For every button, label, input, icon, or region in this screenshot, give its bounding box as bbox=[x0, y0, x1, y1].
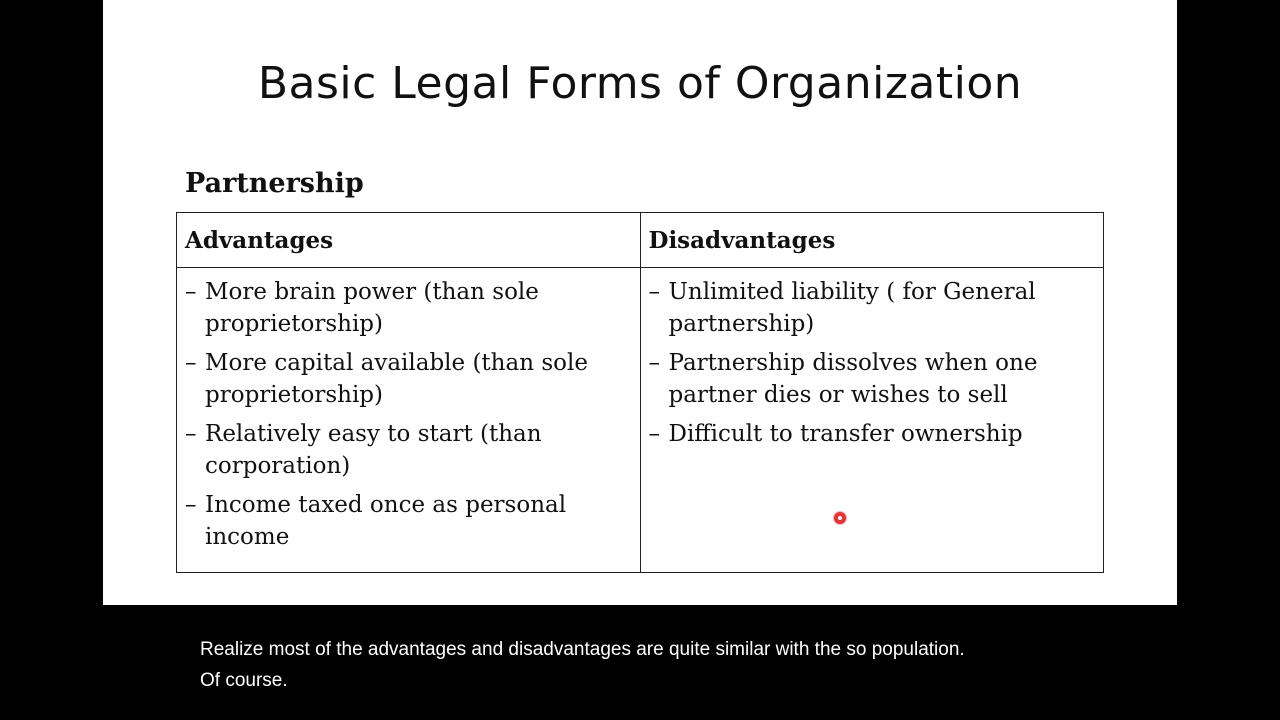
disadvantages-header: Disadvantages bbox=[640, 213, 1104, 268]
item-text-line1: Unlimited liability ( for General bbox=[668, 279, 1036, 305]
item-text-line2: income bbox=[205, 524, 290, 550]
advantages-list bbox=[185, 276, 632, 553]
laser-pointer-icon bbox=[834, 512, 846, 524]
item-text-line2: proprietorship) bbox=[205, 382, 384, 408]
list-item bbox=[185, 347, 632, 411]
presentation-slide bbox=[103, 0, 1177, 605]
item-text-line1: Partnership dissolves when one bbox=[668, 350, 1038, 376]
disadvantages-list bbox=[649, 276, 1096, 450]
caption-line-2: Of course. bbox=[200, 670, 288, 691]
item-text-line2: partnership) bbox=[668, 311, 815, 337]
list-item bbox=[649, 276, 1096, 340]
list-item bbox=[649, 347, 1096, 411]
list-item bbox=[649, 418, 1096, 450]
bullet-dash: – bbox=[185, 421, 197, 447]
item-text-line1: More brain power (than sole bbox=[205, 279, 539, 305]
advantages-cell bbox=[177, 268, 641, 573]
bullet-dash: – bbox=[648, 279, 660, 305]
section-heading: Partnership bbox=[185, 168, 364, 199]
bullet-dash: – bbox=[185, 279, 197, 305]
item-text-line2: proprietorship) bbox=[205, 311, 384, 337]
comparison-table bbox=[176, 212, 1104, 573]
bullet-dash: – bbox=[185, 350, 197, 376]
list-item bbox=[185, 489, 632, 553]
bullet-dash: – bbox=[648, 350, 660, 376]
item-text-line1: Income taxed once as personal bbox=[205, 492, 567, 518]
table-body-row bbox=[177, 268, 1104, 573]
advantages-header: Advantages bbox=[177, 213, 641, 268]
item-text-line2: partner dies or wishes to sell bbox=[668, 382, 1008, 408]
list-item bbox=[185, 276, 632, 340]
list-item bbox=[185, 418, 632, 482]
item-text-line1: Difficult to transfer ownership bbox=[668, 421, 1023, 447]
bullet-dash: – bbox=[648, 421, 660, 447]
bullet-dash: – bbox=[185, 492, 197, 518]
item-text-line1: More capital available (than sole bbox=[205, 350, 588, 376]
disadvantages-cell bbox=[640, 268, 1104, 573]
table-header-row bbox=[177, 213, 1104, 268]
slide-title: Basic Legal Forms of Organization bbox=[257, 58, 1023, 109]
item-text-line2: corporation) bbox=[205, 453, 351, 479]
item-text-line1: Relatively easy to start (than bbox=[205, 421, 542, 447]
caption-line-1: Realize most of the advantages and disadvantages are quite similar with the so population. bbox=[200, 639, 965, 660]
caption-overlay bbox=[200, 634, 1100, 696]
